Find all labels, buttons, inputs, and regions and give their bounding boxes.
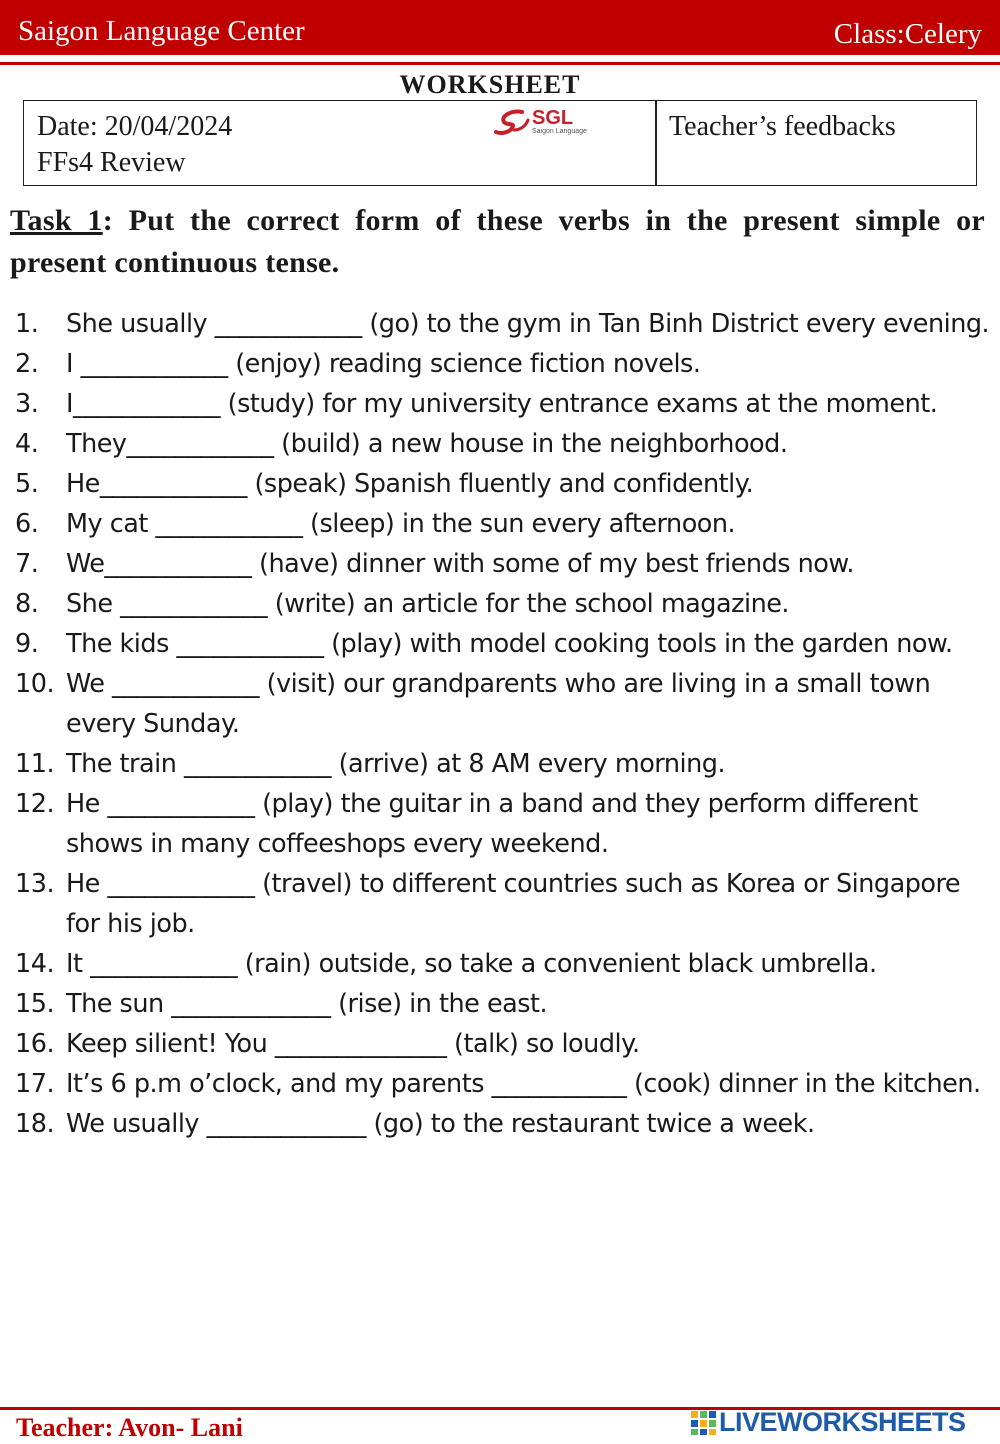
question-text[interactable]: The kids ____________ (play) with model cooking tools in the garden now. — [66, 629, 953, 659]
teacher-name: Teacher: Avon- Lani — [16, 1413, 243, 1442]
question-text[interactable]: The sun _____________ (rise) in the east. — [66, 989, 548, 1019]
question-item — [15, 464, 990, 504]
question-text[interactable]: I____________ (study) for my university entrance exams at the moment. — [66, 389, 938, 419]
logo-text: SGL — [532, 107, 574, 129]
center-name: Saigon Language Center — [18, 15, 305, 47]
question-number: 17. — [15, 1069, 55, 1099]
question-item — [15, 424, 990, 464]
sgl-logo-icon — [494, 108, 530, 138]
question-number: 9. — [15, 629, 39, 659]
question-number: 15. — [15, 989, 55, 1019]
question-item — [15, 1064, 990, 1104]
info-box — [23, 100, 977, 186]
liveworksheets-icon — [690, 1410, 718, 1436]
question-text[interactable]: We ____________ (visit) our grandparents who are living in a small town every Sunday. — [66, 669, 931, 739]
question-number: 6. — [15, 509, 39, 539]
task-label: Task 1 — [10, 204, 103, 237]
header-rule — [0, 62, 1000, 65]
question-number: 8. — [15, 589, 39, 619]
question-number: 2. — [15, 349, 39, 379]
question-item — [15, 744, 990, 784]
info-divider — [655, 101, 657, 185]
question-text[interactable]: We usually _____________ (go) to the restaurant twice a week. — [66, 1109, 815, 1139]
question-item — [15, 544, 990, 584]
question-number: 10. — [15, 669, 55, 699]
sgl-logo — [494, 106, 604, 140]
question-number: 1. — [15, 309, 39, 339]
question-text[interactable]: The train ____________ (arrive) at 8 AM every morning. — [66, 749, 726, 779]
question-number: 13. — [15, 869, 55, 899]
question-number: 7. — [15, 549, 39, 579]
question-item — [15, 1024, 990, 1064]
question-list — [15, 304, 990, 1144]
question-number: 12. — [15, 789, 55, 819]
question-item — [15, 664, 990, 744]
liveworksheets-text: LIVEWORKSHEETS — [719, 1407, 966, 1437]
question-text[interactable]: He ____________ (play) the guitar in a band and they perform different shows in many coffeeshops every weekend. — [66, 789, 918, 859]
question-number: 14. — [15, 949, 55, 979]
question-item — [15, 624, 990, 664]
question-text[interactable]: She ____________ (write) an article for the school magazine. — [66, 589, 790, 619]
task-instruction: : Put the correct form of these verbs in the present simple or present continuous tense. — [10, 204, 985, 279]
question-item — [15, 944, 990, 984]
question-text[interactable]: They____________ (build) a new house in the neighborhood. — [66, 429, 788, 459]
question-text[interactable]: My cat ____________ (sleep) in the sun every afternoon. — [66, 509, 736, 539]
question-item — [15, 384, 990, 424]
question-text[interactable]: We____________ (have) dinner with some of my best friends now. — [66, 549, 855, 579]
task-heading — [10, 200, 985, 284]
question-text[interactable]: I ____________ (enjoy) reading science fiction novels. — [66, 349, 701, 379]
question-item — [15, 304, 990, 344]
question-item — [15, 984, 990, 1024]
question-number: 4. — [15, 429, 39, 459]
lesson-text: FFs4 Review — [37, 147, 186, 178]
question-item — [15, 784, 990, 864]
question-text[interactable]: He____________ (speak) Spanish fluently and confidently. — [66, 469, 754, 499]
question-number: 3. — [15, 389, 39, 419]
question-text[interactable]: It’s 6 p.m o’clock, and my parents ___________ (cook) dinner in the kitchen. — [66, 1069, 981, 1099]
question-text[interactable]: He ____________ (travel) to different countries such as Korea or Singapore for his job. — [66, 869, 961, 939]
question-number: 11. — [15, 749, 55, 779]
header-bar — [0, 0, 1000, 55]
question-number: 5. — [15, 469, 39, 499]
question-item — [15, 1104, 990, 1144]
question-number: 18. — [15, 1109, 55, 1139]
question-item — [15, 584, 990, 624]
question-text[interactable]: Keep silient! You ______________ (talk) so loudly. — [66, 1029, 640, 1059]
question-item — [15, 344, 990, 384]
logo-subtext: Saigon Language — [532, 128, 587, 135]
teacher-feedback-label: Teacher’s feedbacks — [669, 111, 896, 142]
question-number: 16. — [15, 1029, 55, 1059]
date-text: Date: 20/04/2024 — [37, 111, 233, 142]
question-text[interactable]: It ____________ (rain) outside, so take a convenient black umbrella. — [66, 949, 877, 979]
question-item — [15, 504, 990, 544]
question-item — [15, 864, 990, 944]
worksheet-title: WORKSHEET — [399, 70, 581, 99]
question-text[interactable]: She usually ____________ (go) to the gym in Tan Binh District every evening. — [66, 309, 990, 339]
class-label: Class:Celery — [833, 18, 982, 50]
